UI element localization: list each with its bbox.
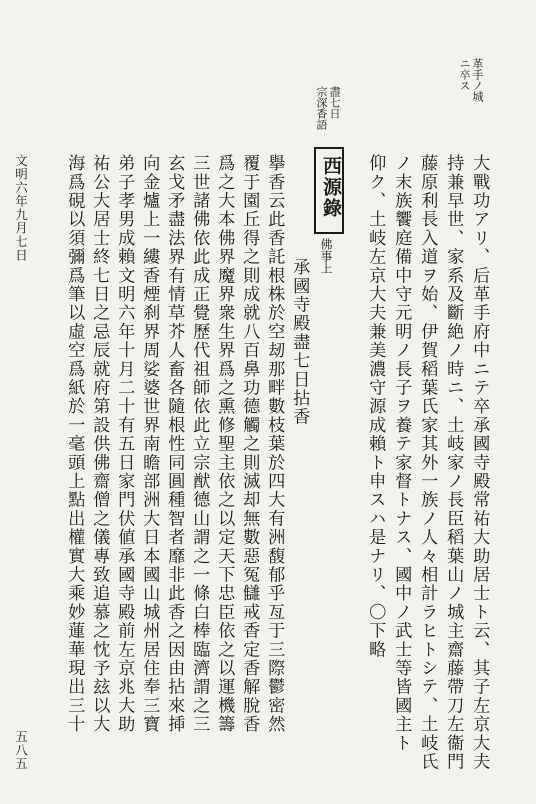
body-column-10: 三世諸佛依此成正覺歷代祖師依此立宗猷德山謂之一條白棒臨濟謂之三: [189, 154, 210, 734]
page-number: 五八五: [13, 730, 29, 771]
marginal-gloss-line-1: 革手ノ城: [471, 58, 484, 102]
body-column-9: 爲之大本佛界魔界衆生界爲之熏修聖主依之以定天下忠臣依之以運機籌: [214, 154, 235, 734]
body-column-7: 擧香云此香託根株於空刼那畔數枝葉於四大有洲馥郁乎亙于三際鬱密然: [264, 154, 285, 734]
section-heading: 西源錄: [320, 156, 342, 219]
body-column-4: ノ末族饗庭備中守元明ノ長子ヲ養テ家督トナス、國中ノ武士等皆國主ト: [391, 154, 412, 753]
body-column-2: 持兼早世、家系及斷絶ノ時ニ、土岐家ノ長臣稻葉山ノ城主齋藤帶刀左衞門: [443, 154, 464, 772]
body-column-8: 覆于園丘得之則成就八百鼻功德觸之則滅却無數惡冤讎戒香定香解脫香: [239, 154, 260, 734]
body-column-6: 承國寺殿盡七日拈香: [289, 258, 310, 427]
body-column-1: 大戰功アリ、后革手府中ニテ卒承國寺殿常祐大助居士ト云、其子左京大夫: [469, 154, 490, 772]
body-column-14: 祐公大居士終七日之忌辰就府第設供佛齋僧之儀專致追慕之忱予玆以大: [89, 154, 110, 734]
body-column-3: 藤原利長入道ヲ始、伊賀稻葉氏家其外一族ノ人々相計ラヒトシテ、土岐氏: [417, 154, 438, 772]
body-column-12: 向金爐上一縷香煙刹界周娑婆世界南瞻部洲大日本國山城州居住奉三寶: [139, 154, 160, 734]
body-column-5: 仰ク、土岐左京大夫兼美濃守源成賴ト申スハ是ナリ、〇下略: [365, 154, 386, 659]
body-column-11: 玄戈矛盡法界有情草芥人畜各隨根性同圓種智者靡非此香之因由拈來揷: [164, 154, 185, 734]
section-subheading: 佛事上: [319, 238, 333, 274]
section-heading-box: [314, 148, 344, 234]
side-note-line-2: 宗深香語: [315, 86, 328, 130]
marginal-gloss-line-2: ニ卒ス: [458, 58, 471, 91]
body-column-13: 弟子孝男成賴文明六年十月二十有五日家門伏値承國寺殿前左京兆大助: [114, 154, 135, 734]
running-date: 文明六年九月七日: [13, 154, 29, 262]
body-column-15: 海爲硯以須彌爲筆以虛空爲紙於一毫頭上點出權實大乘妙蓮華現出三十: [64, 154, 85, 734]
side-note-line-1: 盡七日: [328, 86, 341, 119]
